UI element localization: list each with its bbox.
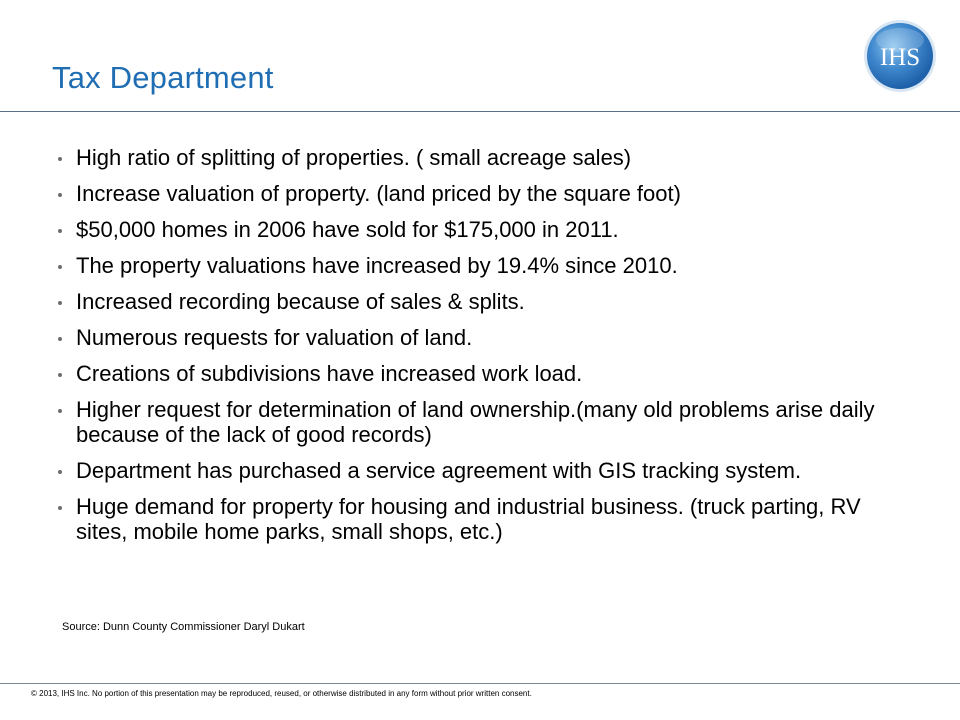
source-note: Source: Dunn County Commissioner Daryl Dukart (62, 621, 305, 633)
bullet-item (58, 145, 918, 170)
bullet-dot (58, 373, 62, 377)
bullet-dot (58, 301, 62, 305)
bullet-item (58, 253, 918, 278)
bullet-dot (58, 265, 62, 269)
copyright-notice: © 2013, IHS Inc. No portion of this presentation may be reproduced, reused, or otherwise distributed in any form without prior written consent. (31, 689, 532, 698)
bullet-list (58, 145, 918, 555)
logo-text: IHS (879, 44, 921, 71)
bullet-text: Department has purchased a service agreement with GIS tracking system. (76, 458, 802, 483)
bullet-dot (58, 193, 62, 197)
bullet-text: Increased recording because of sales & splits. (76, 289, 525, 314)
bullet-dot (58, 337, 62, 341)
bullet-text: High ratio of splitting of properties. ( small acreage sales) (76, 145, 632, 170)
bullet-dot (58, 229, 62, 233)
bullet-dot (58, 506, 62, 510)
bullet-item (58, 217, 918, 242)
bullet-dot (58, 157, 62, 161)
bullet-text: $50,000 homes in 2006 have sold for $175,000 in 2011. (76, 217, 619, 242)
bullet-item (58, 361, 918, 386)
ihs-logo (862, 18, 938, 94)
bullet-text: Increase valuation of property. (land priced by the square foot) (76, 181, 681, 206)
bullet-text: Huge demand for property for housing and industrial business. (truck parting, RV sites, mobile home parks, small shops, etc.) (76, 494, 861, 544)
bullet-dot (58, 470, 62, 474)
bullet-item (58, 325, 918, 350)
bullet-item (58, 397, 918, 447)
bullet-item (58, 494, 918, 544)
bullet-text: The property valuations have increased by 19.4% since 2010. (76, 253, 678, 278)
bullet-text: Creations of subdivisions have increased work load. (76, 361, 583, 386)
title-divider (0, 111, 960, 112)
footer-divider (0, 683, 960, 684)
bullet-item (58, 181, 918, 206)
bullet-dot (58, 409, 62, 413)
bullet-text: Numerous requests for valuation of land. (76, 325, 473, 350)
bullet-item (58, 458, 918, 483)
bullet-item (58, 289, 918, 314)
bullet-text: Higher request for determination of land ownership.(many old problems arise daily because of the lack of good records) (76, 397, 875, 447)
slide-title: Tax Department (52, 60, 274, 95)
